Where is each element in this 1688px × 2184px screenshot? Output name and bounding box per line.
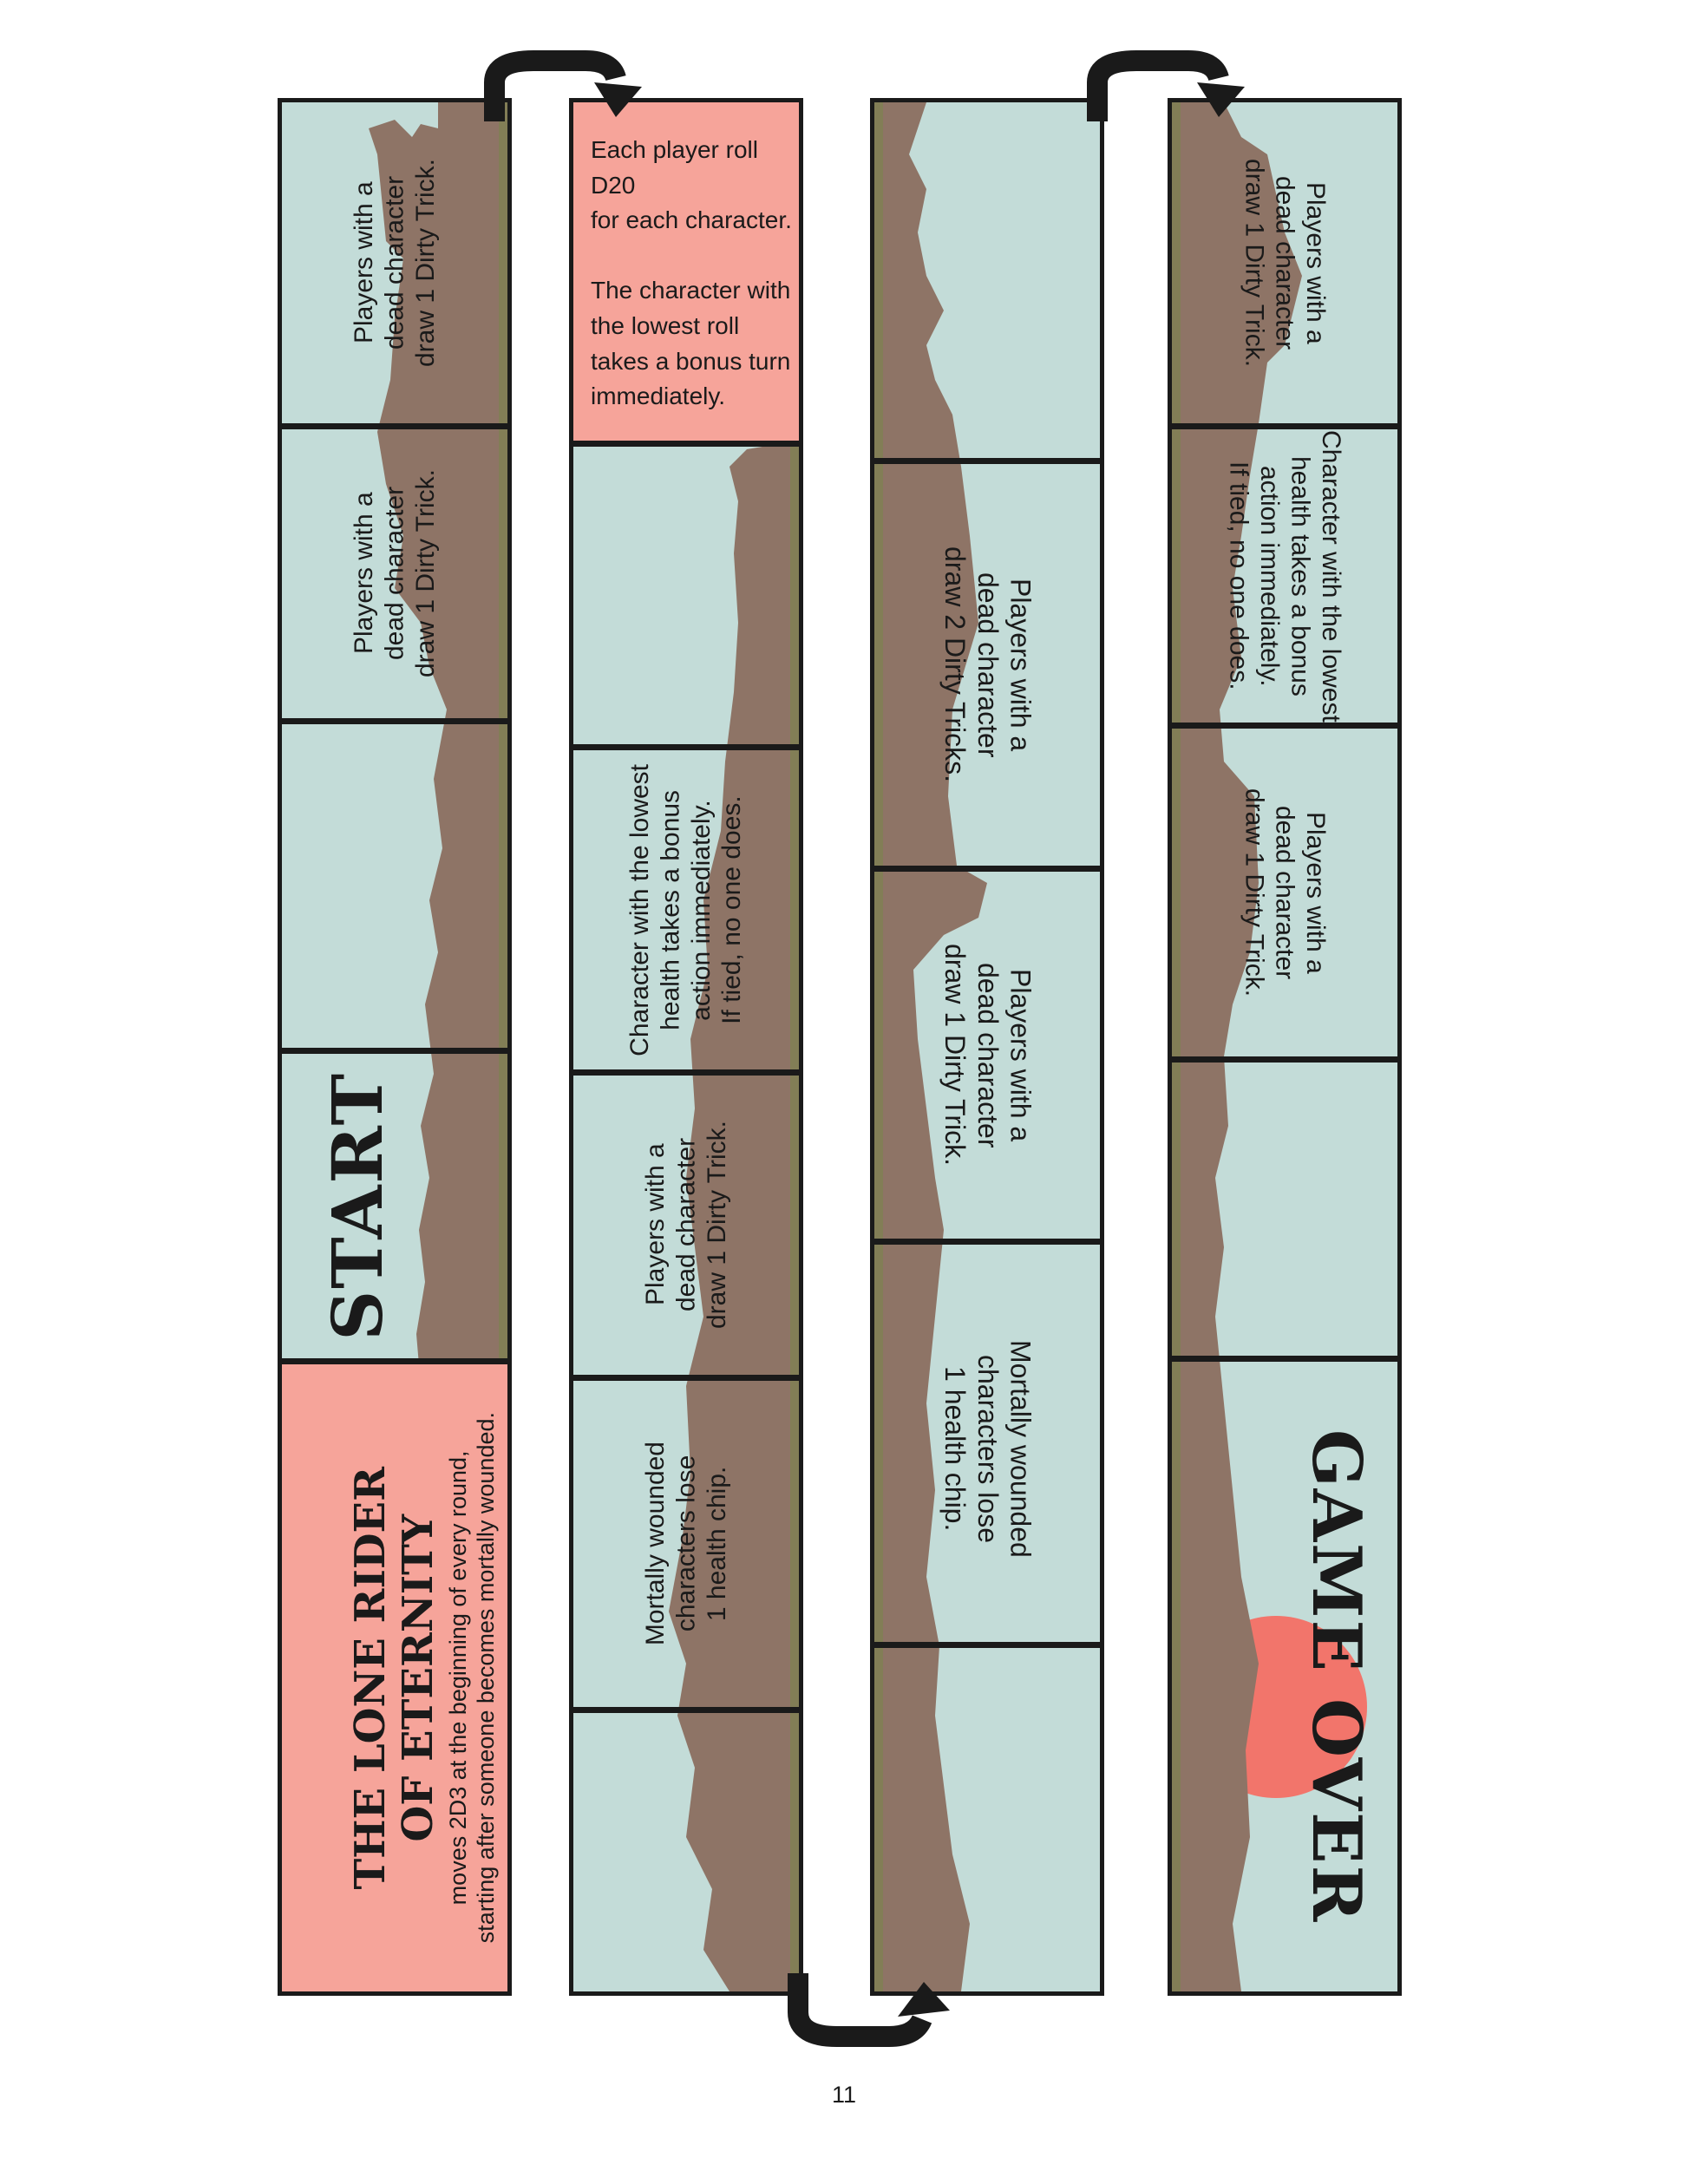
space-text: Players with a dead character draw 1 Dirty Trick. xyxy=(1240,788,1331,997)
space-text: Mortally wounded characters lose 1 health chip. xyxy=(640,1442,731,1646)
curved-arrow-icon xyxy=(776,1969,958,2051)
space-divider xyxy=(874,458,1100,464)
space-divider xyxy=(573,1375,799,1381)
track-space xyxy=(573,1076,799,1375)
space-text: Players with a dead character draw 1 Dirty Trick. xyxy=(640,1121,731,1330)
space-divider xyxy=(1172,1356,1397,1362)
space-text: Players with a dead character draw 1 Dirty Trick. xyxy=(349,158,440,368)
space-text: Mortally wounded characters lose 1 health chip. xyxy=(939,1340,1037,1558)
track-space xyxy=(874,464,1100,866)
space-text: Character with the lowest health takes a bonus action immediately. If tied, no one does. xyxy=(1224,429,1345,723)
space-divider xyxy=(1172,423,1397,429)
track-space xyxy=(874,872,1100,1239)
game-over-space xyxy=(1172,1362,1397,1991)
track-space xyxy=(1172,429,1397,723)
track-space xyxy=(573,750,799,1069)
lone-rider-rule-wrap xyxy=(438,1364,507,1991)
lone-rider-rule: moves 2D3 at the beginning of every round, starting after someone becomes mortally wounded. xyxy=(445,1412,499,1944)
space-divider xyxy=(874,1642,1100,1648)
space-divider xyxy=(282,1048,507,1054)
space-text: Players with a dead character draw 2 Dirty Tricks. xyxy=(939,546,1037,783)
space-divider xyxy=(573,1707,799,1713)
space-divider xyxy=(573,1069,799,1076)
space-text: Players with a dead character draw 1 Dirty Trick. xyxy=(1240,158,1331,368)
curved-arrow-icon xyxy=(473,48,646,126)
lone-rider-content xyxy=(347,1467,442,1890)
curved-arrow-icon xyxy=(1076,48,1249,126)
space-divider xyxy=(1172,1056,1397,1063)
space-divider xyxy=(282,1358,507,1364)
space-text: Players with a dead character draw 1 Dirty Trick. xyxy=(939,944,1037,1167)
space-divider xyxy=(1172,723,1397,729)
space-divider xyxy=(573,441,799,447)
track-strip-3 xyxy=(870,98,1104,1996)
space-divider xyxy=(874,866,1100,872)
space-divider xyxy=(282,423,507,429)
space-divider xyxy=(282,718,507,724)
track-space xyxy=(874,1245,1100,1642)
space-divider xyxy=(573,744,799,750)
space-text: Players with a dead character draw 1 Dirty Trick. xyxy=(349,469,440,678)
bonus-turn-space xyxy=(573,102,799,441)
space-divider xyxy=(874,1239,1100,1245)
track-space xyxy=(1172,729,1397,1056)
game-over-label: GAME OVER xyxy=(1297,1429,1376,1924)
track-strip-2 xyxy=(569,98,803,1996)
page-number: 11 xyxy=(831,2082,857,2108)
track-strip-4 xyxy=(1168,98,1402,1996)
track-space xyxy=(573,1381,799,1707)
space-text: Character with the lowest health takes a bonus action immediately. If tied, no one does. xyxy=(625,763,747,1056)
start-label: START xyxy=(317,1071,398,1341)
track-space xyxy=(282,429,507,718)
bonus-turn-text: Each player roll D20 for each character. The character with the lowest roll takes a bonus turn immediately. xyxy=(591,136,792,410)
track-space xyxy=(1172,102,1397,423)
track-space xyxy=(282,102,507,423)
start-space xyxy=(282,1054,507,1358)
lone-rider-title: THE LONE RIDER OF ETERNITY xyxy=(345,1466,442,1890)
